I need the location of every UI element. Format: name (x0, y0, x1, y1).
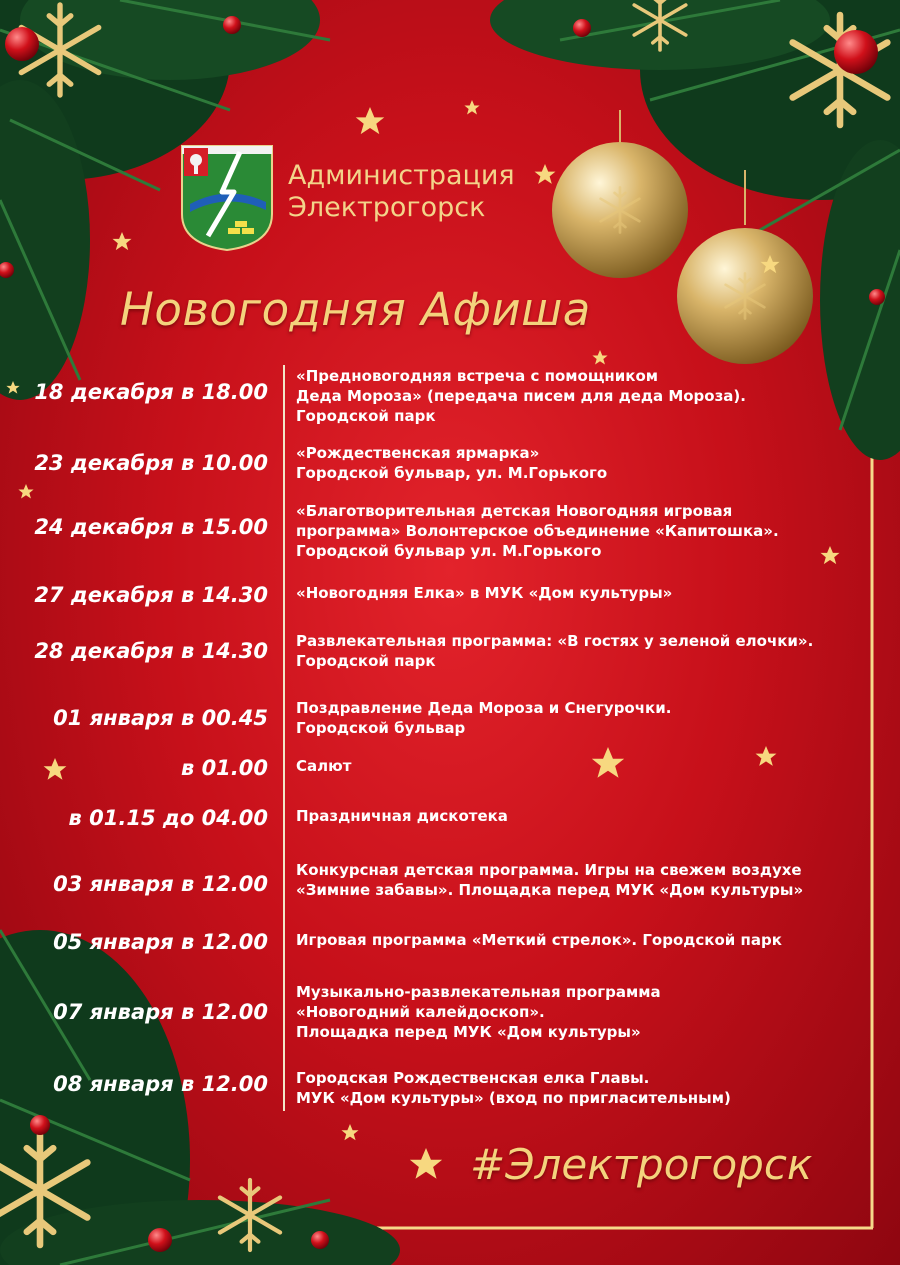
event-date: 28 декабря в 14.30 (34, 639, 268, 663)
event-date: 27 декабря в 14.30 (34, 583, 268, 607)
event-date: 07 января в 12.00 (53, 1000, 268, 1024)
event-description (296, 631, 886, 671)
organization-name-line1: Администрация (288, 160, 515, 191)
event-description-line: программа» Волонтерское объединение «Капитошка». (296, 522, 779, 540)
event-description (296, 366, 886, 426)
event-description-line: Деда Мороза» (передача писем для деда Мороза). (296, 387, 746, 405)
event-description (296, 806, 886, 826)
event-description (296, 860, 886, 900)
event-description-line: «Новогодний калейдоскоп». (296, 1003, 545, 1021)
event-description-line: «Новогодняя Елка» в МУК «Дом культуры» (296, 584, 673, 602)
event-date: в 01.15 до 04.00 (68, 806, 268, 830)
event-date: 05 января в 12.00 (53, 930, 268, 954)
event-description-line: Музыкально-развлекательная программа (296, 983, 661, 1001)
christmas-ornament-ball (677, 170, 813, 364)
event-description (296, 443, 886, 483)
event-date: 03 января в 12.00 (53, 872, 268, 896)
event-description-line: Поздравление Деда Мороза и Снегурочки. (296, 699, 672, 717)
event-description-line: Развлекательная программа: «В гостях у зеленой елочки». (296, 632, 814, 650)
poster-title: Новогодняя Афиша (120, 283, 591, 336)
event-description-line: Городской парк (296, 652, 436, 670)
event-description-line: Игровая программа «Меткий стрелок». Городской парк (296, 931, 782, 949)
event-date: 23 декабря в 10.00 (34, 451, 268, 475)
event-description-line: Праздничная дискотека (296, 807, 508, 825)
event-description-line: Городской бульвар ул. М.Горького (296, 542, 602, 560)
event-description-line: «Предновогодняя встреча с помощником (296, 367, 659, 385)
event-description-line: Конкурсная детская программа. Игры на свежем воздухе (296, 861, 802, 879)
event-description (296, 982, 886, 1042)
event-description-line: МУК «Дом культуры» (вход по пригласительным) (296, 1089, 731, 1107)
schedule-divider (283, 365, 285, 1111)
event-date: 24 декабря в 15.00 (34, 515, 268, 539)
event-description-line: Городской бульвар, ул. М.Горького (296, 464, 608, 482)
hashtag: #Электрогорск (470, 1140, 813, 1189)
event-date: 18 декабря в 18.00 (34, 380, 268, 404)
event-description (296, 698, 886, 738)
gold-frame (345, 455, 873, 1228)
event-description-line: Площадка перед МУК «Дом культуры» (296, 1023, 641, 1041)
event-description (296, 756, 886, 776)
event-description (296, 583, 886, 603)
event-description-line: Городской парк (296, 407, 436, 425)
event-description (296, 930, 886, 950)
event-description-line: «Благотворительная детская Новогодняя игровая (296, 502, 733, 520)
event-date: 01 января в 00.45 (53, 706, 268, 730)
event-date: 08 января в 12.00 (53, 1072, 268, 1096)
event-description-line: Городская Рождественская елка Главы. (296, 1069, 650, 1087)
fir-branch-top-left (0, 0, 330, 400)
event-description-line: «Рождественская ярмарка» (296, 444, 540, 462)
event-description (296, 501, 886, 561)
event-description-line: Салют (296, 757, 352, 775)
event-date: в 01.00 (180, 756, 268, 780)
event-description-line: «Зимние забавы». Площадка перед МУК «Дом культуры» (296, 881, 804, 899)
organization-name (288, 160, 515, 224)
organization-name-line2: Электрогорск (288, 192, 486, 223)
event-description-line: Городской бульвар (296, 719, 466, 737)
event-description (296, 1068, 886, 1108)
city-coat-of-arms-icon (180, 144, 274, 252)
